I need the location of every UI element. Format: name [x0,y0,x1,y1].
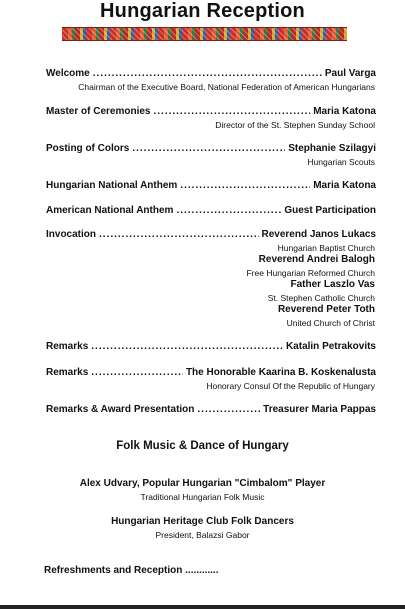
program-name: Reverend Janos Lukacs [261,229,376,240]
program-label: Master of Ceremonies [46,106,151,117]
clergy-name: Reverend Andrei Balogh [258,254,375,265]
clergy-name: Reverend Peter Toth [277,304,375,315]
performer-subtitle: President, Balazsi Gabor [155,530,250,540]
program-row-remarks-1 [46,341,376,352]
performer-name: Alex Udvary, Popular Hungarian "Cimbalom" Player [79,478,326,489]
leader-dots [176,205,281,216]
program-name: Stephanie Szilagyi [288,143,376,154]
program-row-remarks-2 [46,367,376,378]
page-title: Hungarian Reception [100,0,305,22]
program-row-invocation [46,229,376,240]
program-name: Paul Varga [324,68,376,79]
program-label: American National Anthem [46,205,174,216]
leader-dots [93,68,322,79]
program-label: Remarks & Award Presentation [46,404,195,415]
leader-dots [180,180,310,191]
decorative-folk-banner [62,27,347,41]
closing-line: Refreshments and Reception ............ [44,565,219,576]
program-subtitle: Hungarian Baptist Church [277,243,375,253]
folk-heading: Folk Music & Dance of Hungary [116,440,289,452]
performer-subtitle: Traditional Hungarian Folk Music [140,492,265,502]
program-name: Guest Participation [284,205,376,216]
program-name: Katalin Petrakovits [285,341,376,352]
program-name: Maria Katona [313,106,376,117]
leader-dots [153,106,310,117]
program-label: Invocation [46,229,97,240]
program-label: Remarks [46,367,89,378]
program-name: Treasurer Maria Pappas [263,404,376,415]
program-name: Maria Katona [313,180,376,191]
program-subtitle: Director of the St. Stephen Sunday School [215,120,375,130]
program-row-american-anthem [46,205,376,216]
program-row-welcome [46,68,376,79]
program-row-hungarian-anthem [46,180,376,191]
leader-dots [91,341,283,352]
program-name: The Honorable Kaarina B. Koskenalusta [185,367,376,378]
program-subtitle: St. Stephen Catholic Church [267,293,375,303]
program-row-master-of-ceremonies [46,106,376,117]
page-bottom-edge [0,605,405,609]
program-subtitle: Chairman of the Executive Board, National Federation of American Hungarians [78,82,375,92]
leader-dots [99,229,258,240]
program-label: Hungarian National Anthem [46,180,178,191]
program-subtitle: Free Hungarian Reformed Church [246,268,375,278]
leader-dots [132,143,285,154]
leader-dots [91,367,183,378]
program-row-award-presentation [46,404,376,415]
program-subtitle: United Church of Christ [286,318,375,328]
clergy-name: Father Laszlo Vas [290,279,375,290]
program-subtitle: Hungarian Scouts [307,157,375,167]
performer-name: Hungarian Heritage Club Folk Dancers [111,516,294,527]
program-row-posting-of-colors [46,143,376,154]
program-subtitle: Honorary Consul Of the Republic of Hungary [206,381,375,391]
program-label: Posting of Colors [46,143,130,154]
leader-dots [197,404,260,415]
program-label: Remarks [46,341,89,352]
program-label: Welcome [46,68,90,79]
